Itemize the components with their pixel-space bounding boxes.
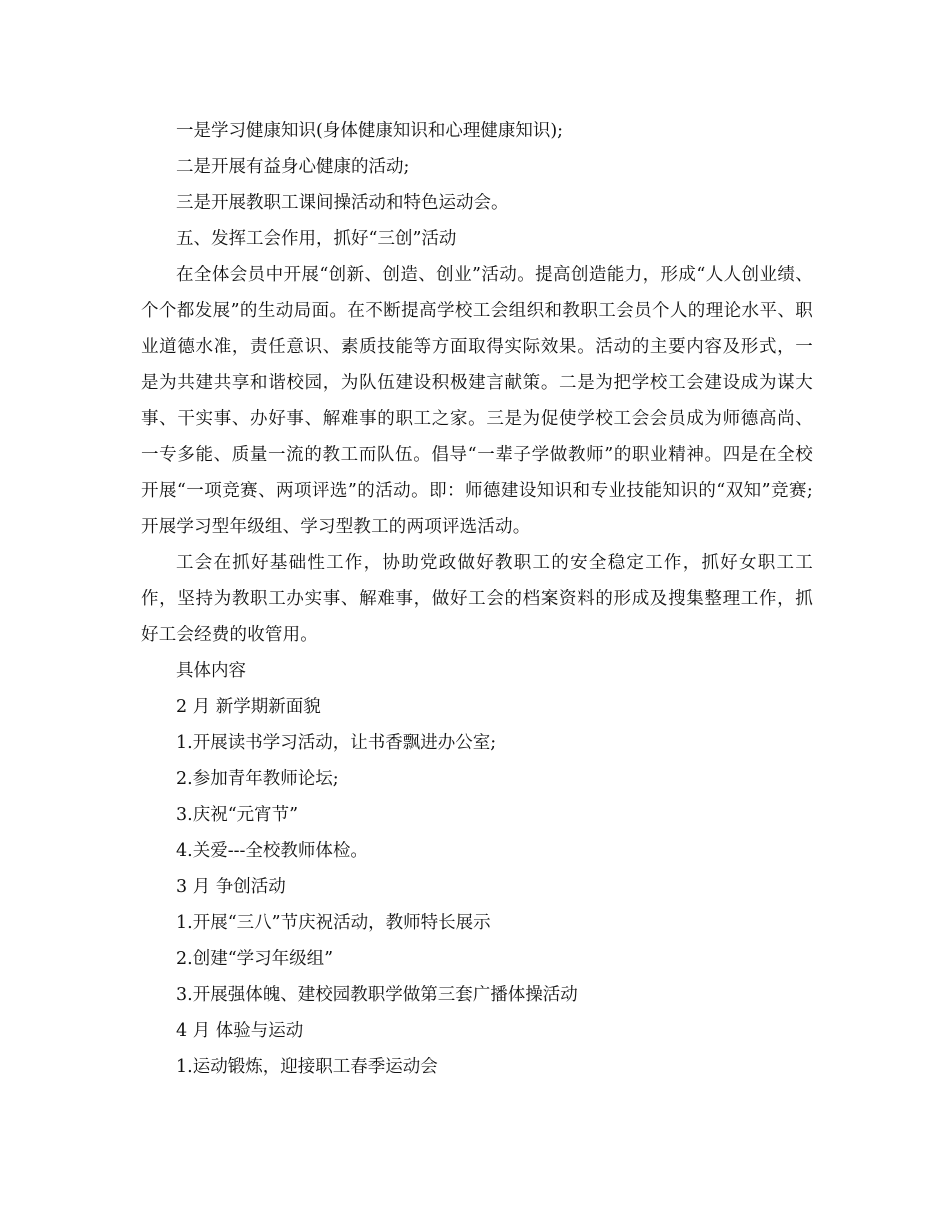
list-item: 4.关爱---全校教师体检。 (176, 841, 368, 861)
list-item: 1.开展“三八”节庆祝活动，教师特长展示 (176, 913, 491, 933)
text-line: 三是开展教职工课间操活动和特色运动会。 (176, 193, 509, 213)
list-item: 2.创建“学习年级组” (176, 949, 334, 969)
list-item: 1.运动锻炼，迎接职工春季运动会 (176, 1057, 438, 1077)
text-line: 一是学习健康知识(身体健康知识和心理健康知识); (176, 121, 564, 141)
list-item: 2.参加青年教师论坛; (176, 769, 339, 789)
text-line: 二是开展有益身心健康的活动; (176, 157, 410, 177)
paragraph: 工会在抓好基础性工作，协助党政做好教职工的安全稳定工作，抓好女职工工作，坚持为教职工办实事、解难事，做好工会的档案资料的形成及搜集整理工作，抓好工会经费的收管用。 (141, 553, 813, 645)
list-item: 3.庆祝“元宵节” (176, 805, 299, 825)
month-heading: 3 月 争创活动 (176, 877, 286, 897)
list-item: 1.开展读书学习活动，让书香飘进办公室; (176, 733, 497, 753)
month-heading: 2 月 新学期新面貌 (176, 697, 321, 717)
list-item: 3.开展强体魄、建校园教职学做第三套广播体操活动 (176, 985, 578, 1005)
month-heading: 4 月 体验与运动 (176, 1021, 304, 1041)
section-heading: 五、发挥工会作用，抓好“三创”活动 (176, 229, 457, 249)
paragraph: 在全体会员中开展“创新、创造、创业”活动。提高创造能力，形成“人人创业绩、个个都发展”的生动局面。在不断提高学校工会组织和教职工会员个人的理论水平、职业道德水准，责任意识、素质技能等方面取得实际效果。活动的主要内容及形式，一是为共建共享和谐校园，为队伍建设积极建言献策。二是为把学校工会建设成为谋大事、干实事、办好事、解难事的职工之家。三是为促使学校工会会员成为师德高尚、一专多能、质量一流的教工而队伍。倡导“一辈子学做教师”的职业精神。四是在全校开展“一项竞赛、两项评选”的活动。即：师德建设知识和专业技能知识的“双知”竞赛;开展学习型年级组、学习型教工的两项评选活动。 (141, 265, 813, 537)
subheading: 具体内容 (176, 661, 246, 681)
document-body (141, 113, 813, 1085)
